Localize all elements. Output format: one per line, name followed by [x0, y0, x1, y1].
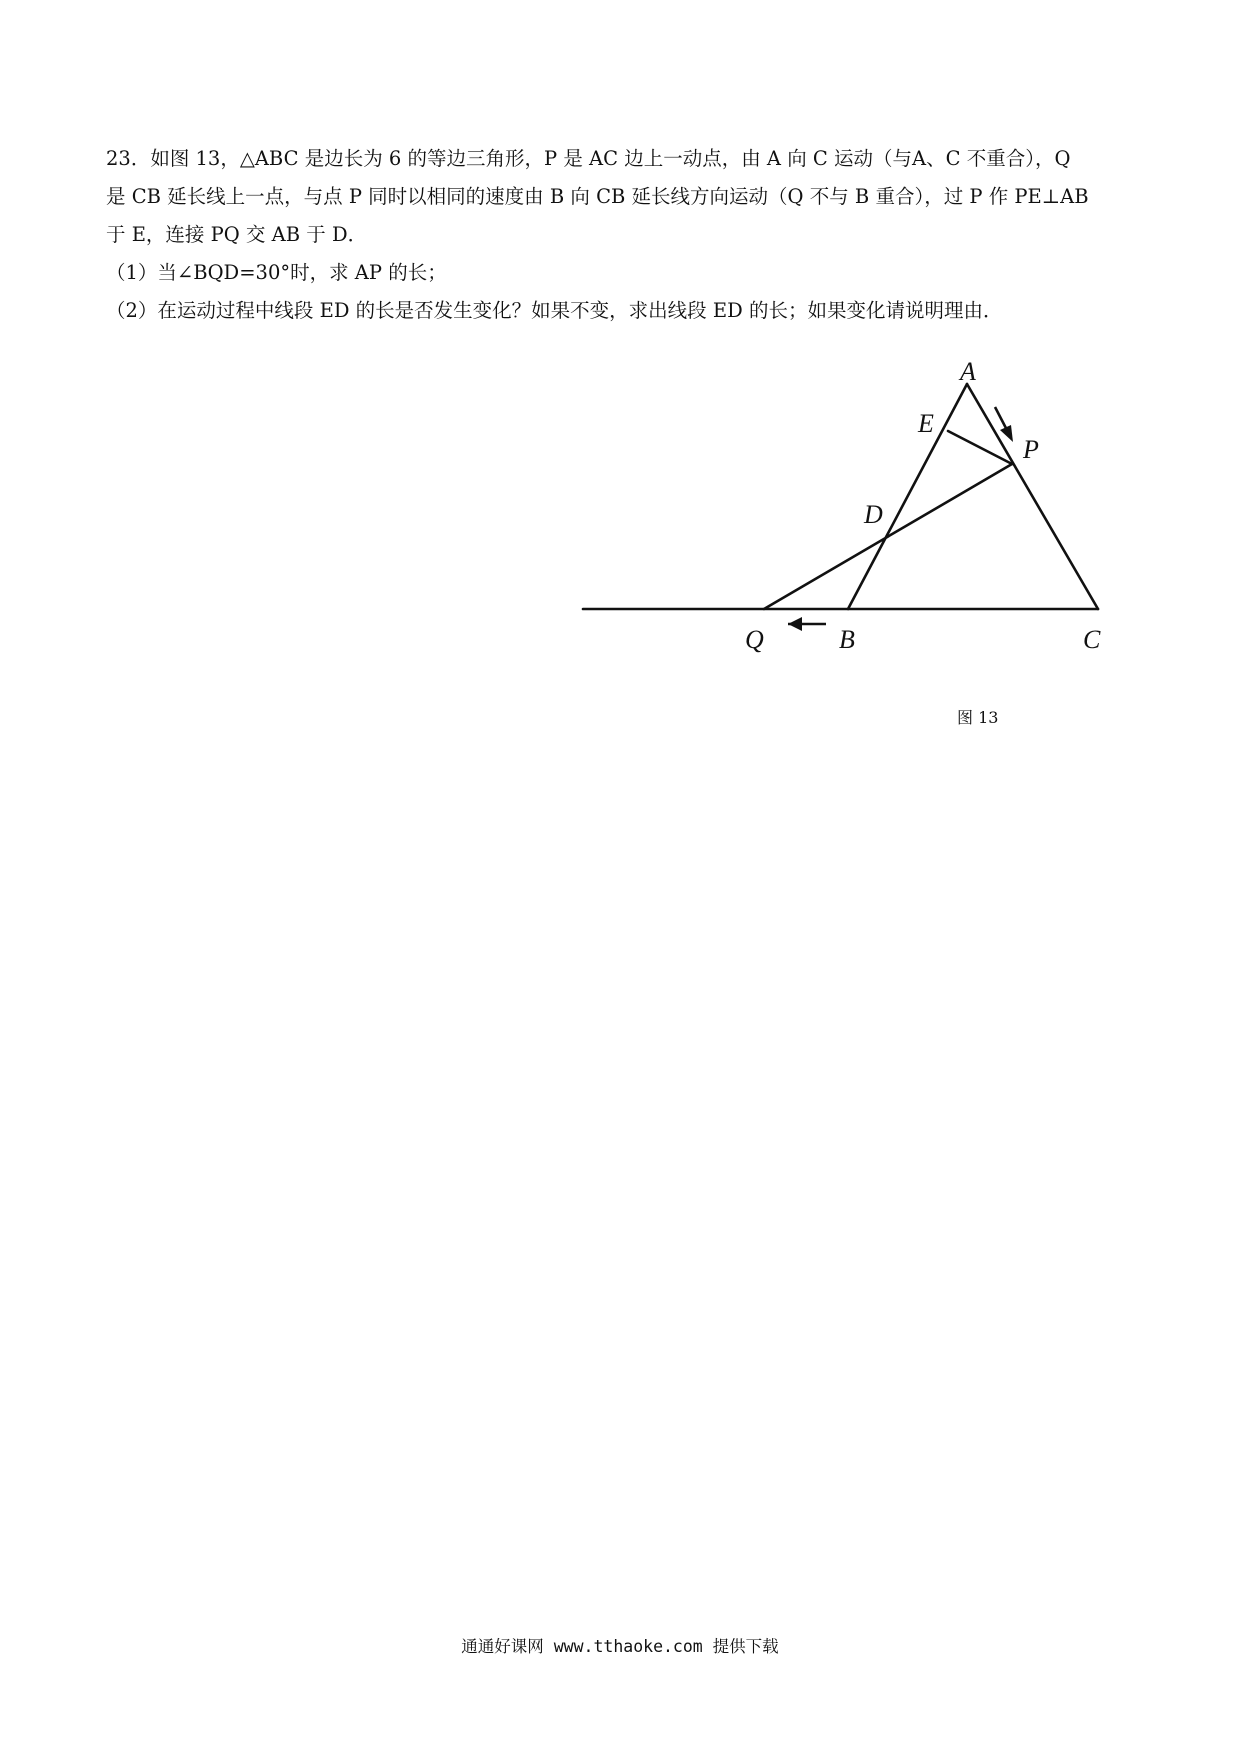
figure-caption: 图 13	[957, 708, 999, 727]
problem-line-3: 于 E，连接 PQ 交 AB 于 D．	[106, 223, 368, 246]
segment-ab	[848, 384, 967, 609]
question-1: （1）当∠BQD=30°时，求 AP 的长；	[106, 261, 447, 284]
label-b: B	[839, 625, 855, 654]
footer-text: 通通好课网 www.tthaoke.com 提供下载	[461, 1637, 779, 1656]
label-q: Q	[745, 625, 764, 654]
label-p: P	[1023, 435, 1039, 464]
geometry-figure	[560, 350, 1160, 670]
arrow-left-icon	[788, 617, 826, 631]
segment-pq	[764, 464, 1012, 609]
problem-line-1: 23．如图 13，△ABC 是边长为 6 的等边三角形，P 是 AC 边上一动点，由 A 向 C 运动（与A、C 不重合），Q	[106, 147, 1071, 170]
segment-pe	[948, 431, 1012, 464]
label-d: D	[864, 500, 883, 529]
question-2: （2）在运动过程中线段 ED 的长是否发生变化？如果不变，求出线段 ED 的长；如果变化请说明理由．	[106, 299, 1003, 322]
segment-ac	[967, 384, 1098, 609]
problem-text	[106, 140, 1146, 330]
label-e: E	[918, 409, 934, 438]
label-a: A	[960, 357, 976, 386]
problem-line-2: 是 CB 延长线上一点，与点 P 同时以相同的速度由 B 向 CB 延长线方向运动（Q 不与 B 重合），过 P 作 PE⊥AB	[106, 185, 1089, 208]
label-c: C	[1083, 625, 1101, 654]
